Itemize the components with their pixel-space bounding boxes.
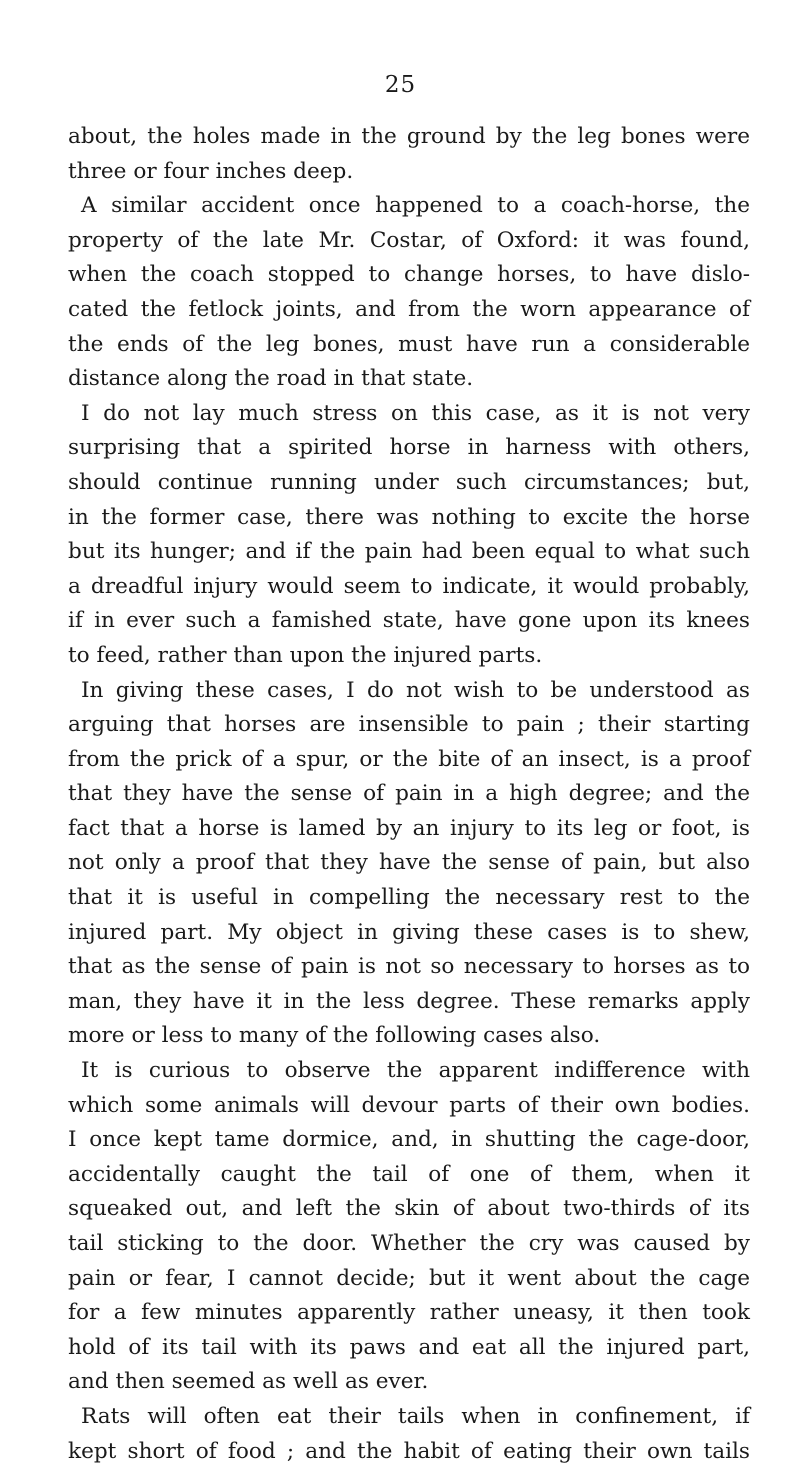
text-line: should continue running under such circumstances; but, (68, 469, 750, 495)
text-line: that they have the sense of pain in a high degree; and the (68, 781, 750, 807)
text-line: from the prick of a spur, or the bite of an insect, is a proof (68, 746, 750, 772)
text-line: about, the holes made in the ground by the leg bones were (68, 124, 750, 149)
text-line: for a few minutes apparently rather uneasy, it then took (68, 1300, 750, 1326)
text-line: that as the sense of pain is not so necessary to horses as to (68, 954, 750, 980)
text-line: not only a proof that they have the sense of pain, but also (68, 850, 750, 876)
text-line: It is curious to observe the apparent indifference with (81, 1058, 750, 1084)
text-line: which some animals will devour parts of their own bodies. (68, 1092, 750, 1118)
text-line: to feed, rather than upon the injured parts. (68, 642, 543, 668)
text-line: squeaked out, and left the skin of about two-thirds of its (68, 1196, 750, 1222)
text-line: pain or fear, I cannot decide; but it went about the cage (68, 1265, 750, 1291)
text-line: hold of its tail with its paws and eat all the injured part, (68, 1334, 750, 1360)
text-line: surprising that a spirited horse in harness with others, (68, 435, 750, 461)
text-line: if in ever such a famished state, have gone upon its knees (68, 608, 750, 634)
text-line: more or less to many of the following cases also. (68, 1023, 601, 1049)
text-line: but its hunger; and if the pain had been equal to what such (68, 539, 750, 565)
text-line: injured part. My object in giving these cases is to shew, (68, 919, 750, 945)
page-number: 25 (384, 72, 417, 98)
text-line: kept short of food ; and the habit of eating their own tails (68, 1438, 750, 1464)
text-line: and then seemed as well as ever. (68, 1369, 429, 1395)
text-line: Rats will often eat their tails when in confinement, if (81, 1403, 750, 1429)
text-line: I do not lay much stress on this case, as it is not very (81, 400, 750, 426)
text-line: in the former case, there was nothing to excite the horse (68, 504, 750, 530)
body-text (68, 120, 750, 1469)
text-line: property of the late Mr. Costar, of Oxford: it was found, (68, 227, 750, 253)
text-line: arguing that horses are insensible to pain ; their starting (68, 712, 750, 738)
text-line: a dreadful injury would seem to indicate, it would probably, (68, 573, 750, 599)
text-line: three or four inches deep. (68, 158, 354, 184)
text-line: that it is useful in compelling the necessary rest to the (68, 885, 750, 911)
text-line: cated the fetlock joints, and from the worn appearance of (68, 296, 750, 322)
text-line: tail sticking to the door. Whether the cry was caused by (68, 1231, 750, 1256)
text-line: the ends of the leg bones, must have run a considerable (68, 331, 750, 357)
text-line: I once kept tame dormice, and, in shutting the cage-door, (68, 1127, 750, 1153)
text-line: In giving these cases, I do not wish to be understood as (81, 677, 750, 703)
text-line: distance along the road in that state. (68, 366, 474, 392)
text-line: A similar accident once happened to a coach-horse, the (81, 193, 750, 219)
text-line: when the coach stopped to change horses, to have dislo- (68, 262, 750, 288)
text-line: man, they have it in the less degree. These remarks apply (68, 988, 750, 1014)
text-line: fact that a horse is lamed by an injury to its leg or foot, is (68, 815, 750, 841)
text-line: accidentally caught the tail of one of them, when it (68, 1161, 750, 1187)
